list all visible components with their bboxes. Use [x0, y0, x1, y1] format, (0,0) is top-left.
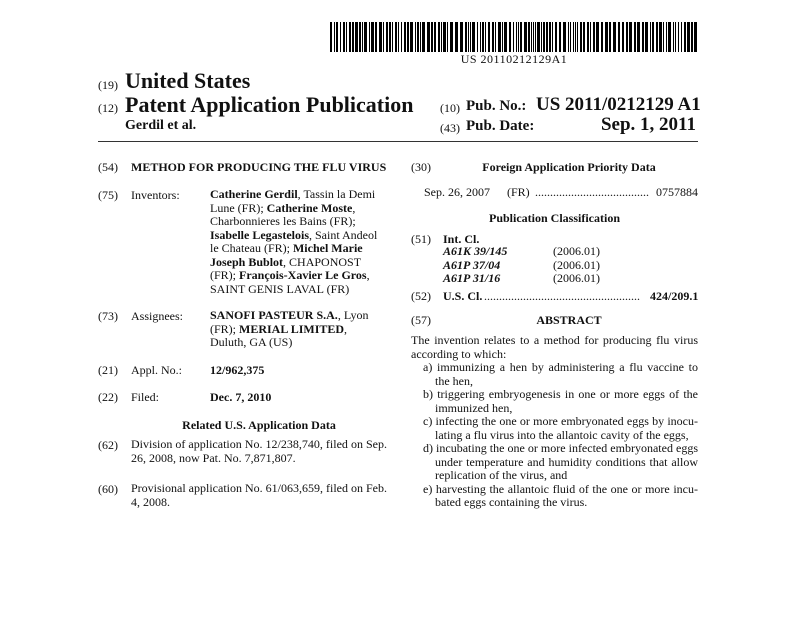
- barcode-bar: [450, 22, 453, 52]
- header-rule: [98, 141, 698, 142]
- abstract-title: ABSTRACT: [536, 313, 602, 327]
- barcode-bar: [364, 22, 367, 52]
- inventors-code: (75): [98, 188, 118, 202]
- barcode-bar: [520, 22, 522, 52]
- barcode-image: [330, 22, 698, 52]
- barcode-bar: [577, 22, 578, 52]
- barcode-bar: [470, 22, 471, 52]
- barcode-bar: [555, 22, 557, 52]
- barcode-bar: [410, 22, 413, 52]
- barcode-bar: [549, 22, 551, 52]
- barcode-bar: [659, 22, 662, 52]
- barcode-bar: [395, 22, 397, 52]
- intcl-version: (2006.01): [553, 271, 600, 285]
- provisional-code: (60): [98, 482, 118, 496]
- inventor-location: , Tassin la Demi Lune (FR);: [210, 187, 376, 215]
- barcode-bar: [593, 22, 595, 52]
- barcode-bar: [650, 22, 651, 52]
- barcode-bar: [495, 22, 496, 52]
- barcode-bar: [398, 22, 399, 52]
- code-43: (43): [440, 121, 460, 135]
- assignee-name: SANOFI PASTEUR S.A.: [210, 308, 338, 322]
- abstract-step: c) infecting the one or more embryonated eggs by inocu-lating a flu virus into the allantoic cavity of the eggs,: [423, 414, 698, 442]
- barcode-bar: [379, 22, 382, 52]
- barcode-bar: [352, 22, 354, 52]
- pub-no-label: Pub. No.:: [466, 98, 527, 114]
- barcode-bar: [392, 22, 393, 52]
- filed-date: Dec. 7, 2010: [210, 390, 272, 404]
- barcode-bar: [681, 22, 682, 52]
- barcode-bar: [513, 22, 514, 52]
- barcode-bar: [404, 22, 406, 52]
- barcode-bar: [673, 22, 674, 52]
- applicant-name: Gerdil et al.: [125, 118, 197, 133]
- uscl-dots: ....................................................: [484, 289, 640, 303]
- barcode-bar: [504, 22, 507, 52]
- filed-label: Filed:: [131, 390, 160, 404]
- barcode-bar: [652, 22, 654, 52]
- barcode-bar: [509, 22, 511, 52]
- foreign-date: Sep. 26, 2007: [424, 185, 490, 199]
- barcode-bar: [684, 22, 686, 52]
- barcode-bar: [472, 22, 475, 52]
- country: United States: [125, 68, 251, 93]
- inventor-name: Michel Marie Joseph Bublot: [210, 241, 363, 269]
- barcode-bar: [346, 22, 347, 52]
- barcode-bar: [349, 22, 351, 52]
- filed-code: (22): [98, 390, 118, 404]
- inventors-list: [210, 188, 386, 296]
- barcode-bar: [587, 22, 589, 52]
- inventor-location: , CHAPONOST (FR);: [210, 254, 361, 282]
- abstract-code: (57): [411, 313, 431, 327]
- barcode-bar: [573, 22, 574, 52]
- barcode-bar: [422, 22, 425, 52]
- uscl-value: 424/209.1: [650, 289, 699, 303]
- abstract-step: b) triggering embryogenesis in one or more eggs of the immunized hen,: [423, 387, 698, 415]
- inventor-location: , Saint Andeol le Chateau (FR);: [210, 227, 378, 255]
- barcode-bar: [596, 22, 599, 52]
- barcode-bar: [371, 22, 374, 52]
- barcode-bar: [434, 22, 436, 52]
- barcode-bar: [407, 22, 409, 52]
- barcode-bar: [482, 22, 484, 52]
- barcode-bar: [580, 22, 582, 52]
- barcode-bar: [386, 22, 388, 52]
- barcode-bar: [420, 22, 421, 52]
- appl-label: Appl. No.:: [131, 363, 182, 377]
- barcode-bar: [528, 22, 530, 52]
- related-data-title: Related U.S. Application Data: [182, 418, 336, 432]
- barcode-bar: [656, 22, 658, 52]
- barcode-bar: [666, 22, 667, 52]
- barcode-bar: [637, 22, 640, 52]
- intcl-row: [443, 245, 643, 259]
- barcode-number: US 20110212129A1: [460, 52, 568, 66]
- assignee-location: , Lyon (FR);: [210, 308, 369, 336]
- division-code: (62): [98, 438, 118, 452]
- inventor-location: , Charbonnieres les Bains (FR);: [210, 200, 356, 228]
- barcode-bar: [492, 22, 494, 52]
- barcode-bar: [563, 22, 566, 52]
- barcode-bar: [609, 22, 611, 52]
- barcode-bar: [488, 22, 490, 52]
- barcode-bar: [485, 22, 486, 52]
- foreign-dots: ......................................: [535, 185, 649, 199]
- inventor-location: , SAINT GENIS LAVAL (FR): [210, 268, 370, 296]
- pub-date-label: Pub. Date:: [466, 118, 535, 134]
- barcode-bar: [694, 22, 697, 52]
- barcode-bar: [417, 22, 419, 52]
- foreign-country: (FR): [507, 185, 530, 199]
- barcode-bar: [375, 22, 377, 52]
- code-10: (10): [440, 101, 460, 115]
- barcode-bar: [691, 22, 693, 52]
- barcode-bar: [502, 22, 503, 52]
- publication-type: Patent Application Publication: [125, 92, 414, 117]
- barcode-bar: [663, 22, 664, 52]
- barcode-bar: [537, 22, 540, 52]
- barcode-bar: [645, 22, 648, 52]
- barcode-bar: [575, 22, 576, 52]
- barcode-bar: [369, 22, 370, 52]
- inventors-label: Inventors:: [131, 188, 180, 202]
- abstract-intro: The invention relates to a method for producing flu virus according to which:: [411, 333, 698, 361]
- assignees-code: (73): [98, 309, 118, 323]
- intcl-row: [443, 259, 643, 273]
- abstract-step: a) immunizing a hen by administering a flu vaccine to the hen,: [423, 360, 698, 388]
- barcode-bar: [634, 22, 636, 52]
- abstract-body: [411, 334, 698, 510]
- inventor-name: Isabelle Legastelois: [210, 227, 309, 242]
- title-code: (54): [98, 160, 118, 174]
- inventor-name: Catherine Gerdil: [210, 187, 298, 201]
- abstract-step: e) harvesting the allantoic fluid of the one or more incu-bated eggs containing the virus.: [423, 481, 698, 509]
- barcode-bar: [642, 22, 644, 52]
- pub-class-title: Publication Classification: [488, 211, 620, 225]
- barcode-bar: [583, 22, 585, 52]
- barcode-bar: [629, 22, 632, 52]
- pub-no: US 2011/0212129 A1: [536, 94, 701, 115]
- barcode-bar: [541, 22, 542, 52]
- invention-title: METHOD FOR PRODUCING THE FLU VIRUS: [131, 160, 387, 174]
- barcode-bar: [455, 22, 458, 52]
- barcode-bar: [362, 22, 363, 52]
- barcode-bar: [334, 22, 335, 52]
- uscl-code: (52): [411, 289, 431, 303]
- appl-number: 12/962,375: [210, 363, 265, 377]
- barcode-bar: [618, 22, 620, 52]
- provisional-text: Provisional application No. 61/063,659, filed on Feb. 4, 2008.: [131, 481, 387, 509]
- barcode-bar: [668, 22, 671, 52]
- inventor-name: Catherine Moste: [266, 200, 353, 215]
- intcl-code: (51): [411, 232, 431, 246]
- barcode-bar: [443, 22, 446, 52]
- barcode-bar: [531, 22, 532, 52]
- abstract-steps: [411, 361, 698, 510]
- intcl-list: [443, 245, 643, 286]
- uscl-label: U.S. Cl.: [443, 289, 483, 303]
- intcl-row: [443, 272, 643, 286]
- intcl-class: A61P 31/16: [443, 271, 501, 285]
- appl-code: (21): [98, 363, 118, 377]
- barcode-bar: [533, 22, 534, 52]
- barcode-bar: [355, 22, 358, 52]
- barcode-bar: [441, 22, 442, 52]
- assignee-location: , Duluth, GA (US): [210, 321, 348, 349]
- barcode-bar: [498, 22, 501, 52]
- barcode-bar: [438, 22, 440, 52]
- foreign-title: Foreign Application Priority Data: [482, 160, 656, 174]
- barcode-bar: [383, 22, 384, 52]
- barcode-bar: [415, 22, 416, 52]
- barcode-bar: [477, 22, 478, 52]
- intcl-version: (2006.01): [553, 257, 600, 272]
- barcode-bar: [535, 22, 536, 52]
- division-text: Division of application No. 12/238,740, filed on Sep. 26, 2008, now Pat. No. 7,871,807.: [131, 437, 387, 465]
- barcode-bar: [330, 22, 332, 52]
- intcl-class: A61P 37/04: [443, 257, 501, 272]
- barcode-bar: [559, 22, 561, 52]
- inventor-name: François-Xavier Le Gros: [239, 268, 367, 282]
- code-12: (12): [98, 101, 118, 115]
- foreign-code: (30): [411, 160, 431, 174]
- barcode-bar: [460, 22, 463, 52]
- barcode-bar: [518, 22, 519, 52]
- intcl-label: Int. Cl.: [443, 232, 480, 246]
- barcode-bar: [427, 22, 430, 52]
- barcode-bar: [480, 22, 481, 52]
- barcode-bar: [675, 22, 676, 52]
- pub-date: Sep. 1, 2011: [600, 114, 696, 135]
- abstract-step: d) incubating the one or more infected embryonated eggs under temperature and humidity conditions that allow replication of the virus, and: [423, 441, 698, 482]
- barcode-bar: [570, 22, 571, 52]
- barcode-bar: [613, 22, 616, 52]
- barcode-bar: [468, 22, 469, 52]
- barcode-bar: [590, 22, 591, 52]
- barcode-bar: [516, 22, 517, 52]
- barcode-bar: [340, 22, 341, 52]
- barcode-bar: [622, 22, 624, 52]
- barcode-bar: [431, 22, 433, 52]
- barcode-bar: [465, 22, 467, 52]
- barcode-bar: [359, 22, 361, 52]
- barcode-bar: [601, 22, 603, 52]
- barcode-bar: [678, 22, 679, 52]
- barcode-bar: [389, 22, 391, 52]
- assignees-label: Assignees:: [131, 309, 183, 323]
- barcode-bar: [552, 22, 553, 52]
- intcl-class: A61K 39/145: [443, 244, 508, 258]
- barcode-bar: [543, 22, 545, 52]
- barcode-bar: [343, 22, 345, 52]
- code-19: (19): [98, 78, 118, 92]
- barcode-bar: [336, 22, 338, 52]
- barcode-bar: [687, 22, 690, 52]
- barcode-bar: [568, 22, 569, 52]
- barcode-bar: [605, 22, 608, 52]
- assignees-list: [210, 309, 386, 350]
- barcode-bar: [447, 22, 448, 52]
- barcode-bar: [401, 22, 402, 52]
- intcl-version: (2006.01): [553, 244, 600, 258]
- foreign-number: 0757884: [656, 185, 698, 199]
- barcode-bar: [626, 22, 628, 52]
- assignee-name: MERIAL LIMITED: [239, 321, 345, 336]
- barcode-bar: [524, 22, 527, 52]
- barcode-bar: [546, 22, 548, 52]
